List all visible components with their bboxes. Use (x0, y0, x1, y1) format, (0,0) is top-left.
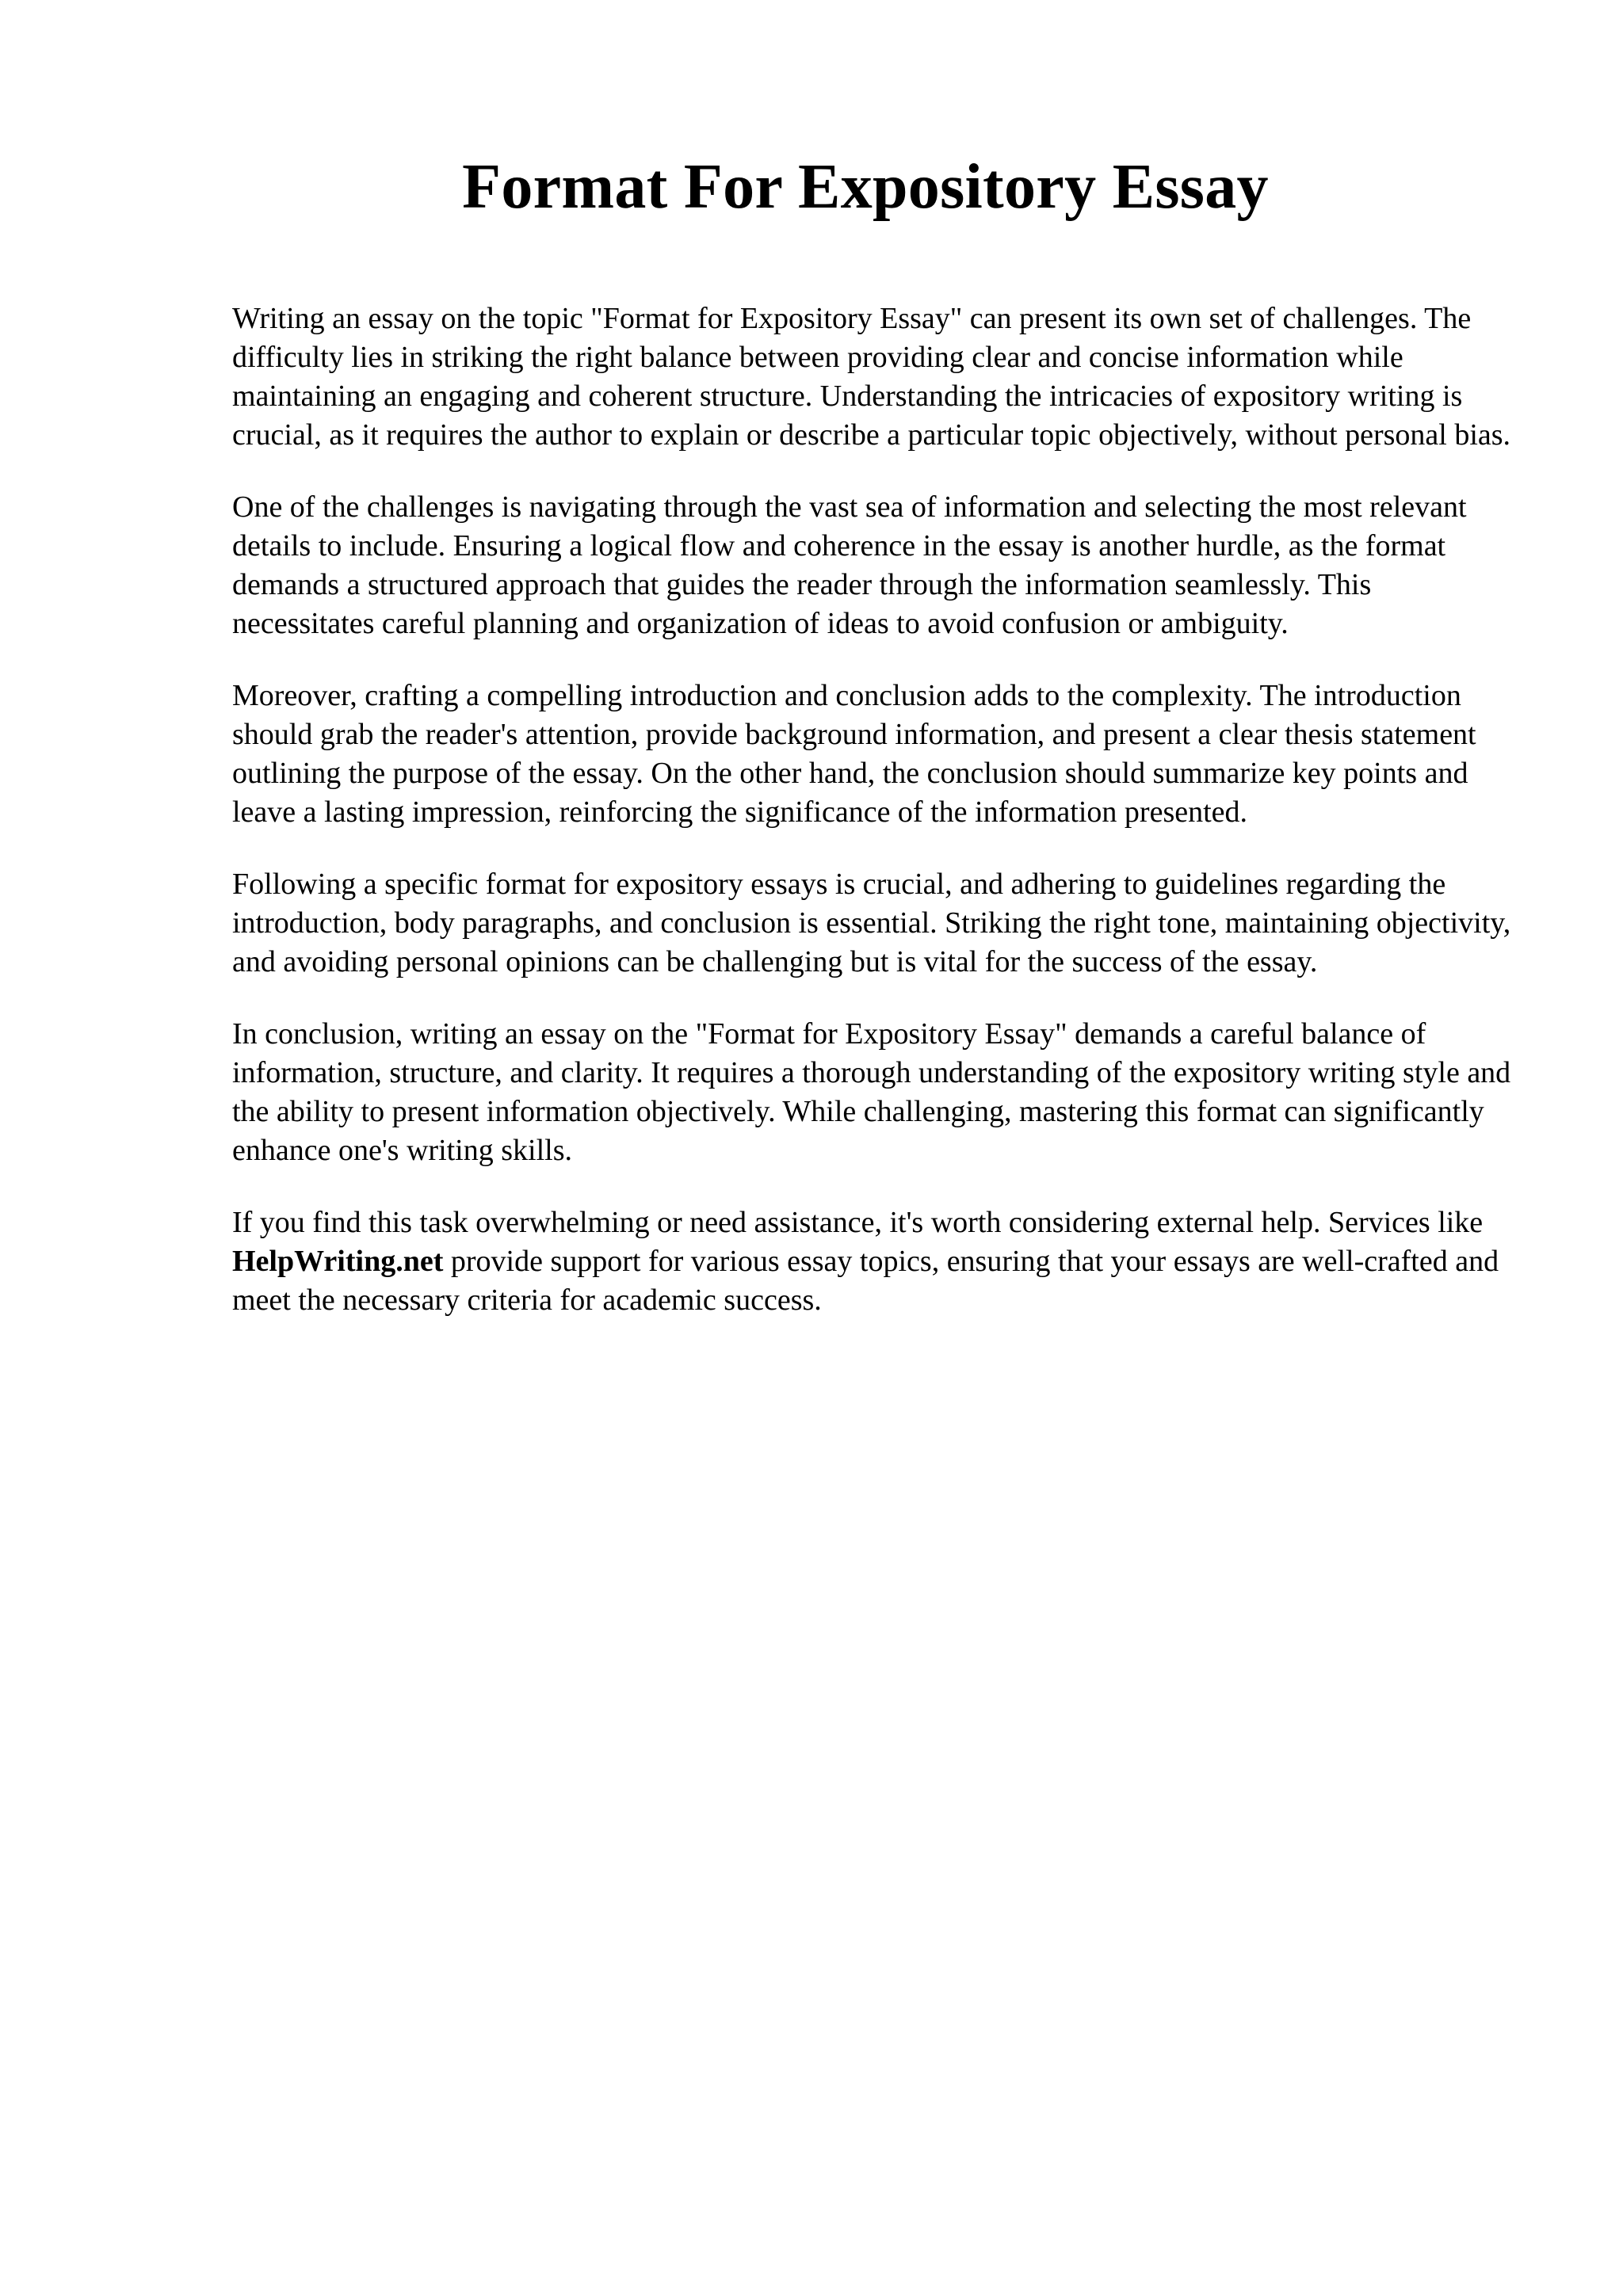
document-body (232, 299, 1516, 1353)
paragraph-4: Following a specific format for expository essays is crucial, and adhering to guidelines regarding the introduction, body paragraphs, and conclusion is essential. Striking the right tone, maintaining objectivity, and avoiding personal opinions can be challenging but is vital for the success of the essay. (232, 868, 1511, 978)
paragraph-1: Writing an essay on the topic "Format for Expository Essay" can present its own set of challenges. The difficulty lies in striking the right balance between providing clear and concise information while maintaining an engaging and coherent structure. Understanding the intricacies of expository writing is crucial, as it requires the author to explain or describe a particular topic objectively, without personal bias. (232, 302, 1511, 452)
brand-link-text: HelpWriting.net (232, 1245, 444, 1278)
document-title: Format For Expository Essay (462, 152, 1269, 222)
paragraph-2: One of the challenges is navigating through the vast sea of information and selecting the most relevant details to include. Ensuring a logical flow and coherence in the essay is another hurdle, as the format demands a structured approach that guides the reader through the information seamlessly. This necessitates careful planning and organization of ideas to avoid confusion or ambiguity. (232, 490, 1467, 640)
paragraph-3: Moreover, crafting a compelling introduction and conclusion adds to the complexity. The introduction should grab the reader's attention, provide background information, and present a clear thesis statement outlining the purpose of the essay. On the other hand, the conclusion should summarize key points and leave a lasting impression, reinforcing the significance of the information presented. (232, 679, 1476, 829)
paragraph-6 (232, 1203, 1516, 1320)
paragraph-5: In conclusion, writing an essay on the "Format for Expository Essay" demands a careful balance of information, structure, and clarity. It requires a thorough understanding of the expository writing style and the ability to present information objectively. While challenging, mastering this format can significantly enhance one's writing skills. (232, 1017, 1511, 1167)
paragraph-6-before: If you find this task overwhelming or need assistance, it's worth considering external help. Services like (232, 1206, 1484, 1239)
paragraph-6-after: provide support for various essay topics, ensuring that your essays are well-crafted and meet the necessary criteria for academic success. (232, 1245, 1499, 1317)
